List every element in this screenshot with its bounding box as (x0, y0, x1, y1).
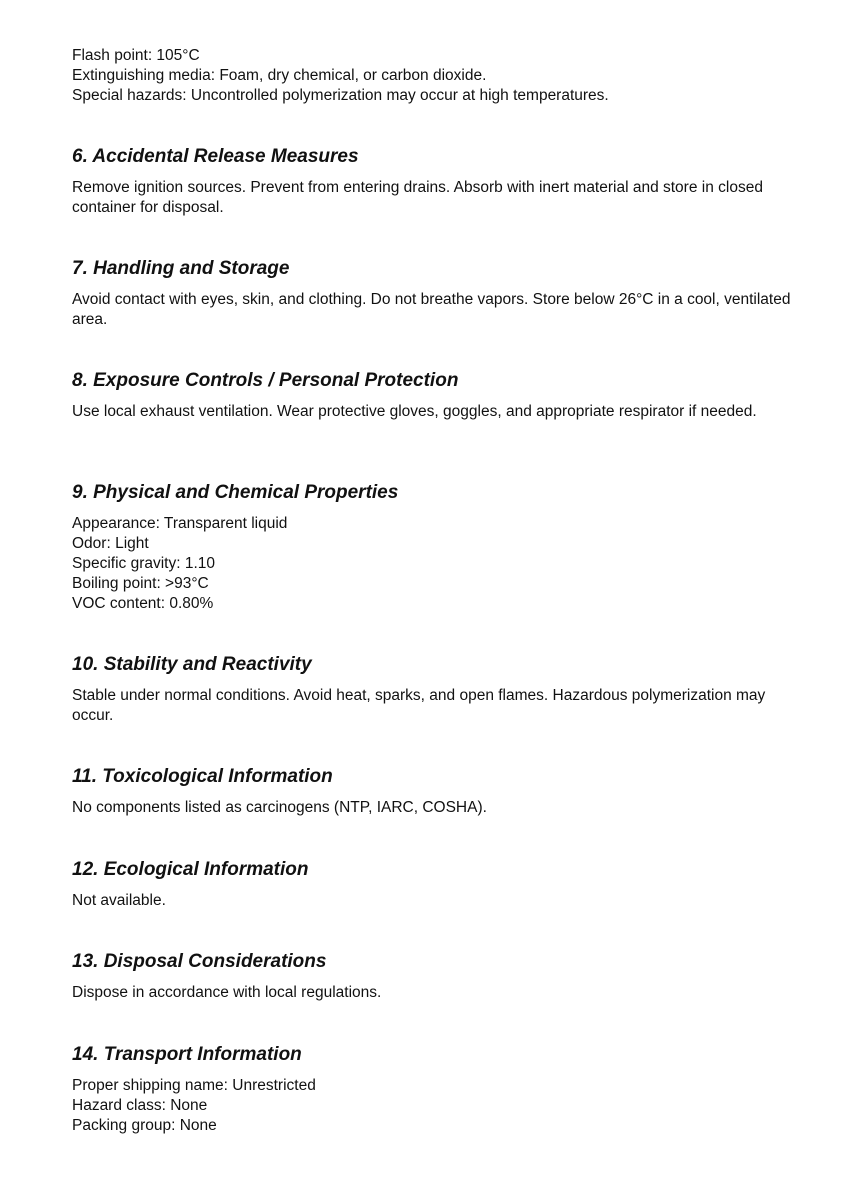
section-physical-properties (72, 482, 802, 614)
section-exposure-controls (72, 370, 802, 422)
section-heading: 9. Physical and Chemical Properties (72, 482, 399, 503)
section-text: Dispose in accordance with local regulations. (72, 984, 382, 1001)
section-heading: 14. Transport Information (72, 1044, 302, 1065)
section-heading: 7. Handling and Storage (72, 258, 290, 279)
section-text: Remove ignition sources. Prevent from entering drains. Absorb with inert material and store in closed container for disposal. (72, 179, 763, 216)
flash-point-line: Flash point: 105°C (72, 47, 200, 64)
section-heading: 10. Stability and Reactivity (72, 654, 312, 675)
section-transport (72, 1044, 802, 1136)
section-stability-reactivity (72, 654, 802, 726)
section-disposal (72, 951, 802, 1003)
extinguishing-media-line: Extinguishing media: Foam, dry chemical, or carbon dioxide. (72, 67, 487, 84)
transport-shipping-name: Proper shipping name: Unrestricted (72, 1077, 316, 1094)
property-boiling-point: Boiling point: >93°C (72, 575, 209, 592)
section-heading: 8. Exposure Controls / Personal Protection (72, 370, 459, 391)
fire-fighting-details (72, 46, 812, 106)
section-heading: 12. Ecological Information (72, 859, 309, 880)
property-appearance: Appearance: Transparent liquid (72, 515, 288, 532)
section-heading: 6. Accidental Release Measures (72, 146, 359, 167)
section-accidental-release (72, 146, 802, 218)
property-specific-gravity: Specific gravity: 1.10 (72, 555, 216, 572)
transport-hazard-class: Hazard class: None (72, 1097, 208, 1114)
section-text: No components listed as carcinogens (NTP, IARC, COSHA). (72, 799, 487, 816)
section-text: Avoid contact with eyes, skin, and clothing. Do not breathe vapors. Store below 26°C in a cool, ventilated area. (72, 291, 791, 328)
section-text: Not available. (72, 892, 166, 909)
section-heading: 11. Toxicological Information (72, 766, 333, 787)
property-voc-content: VOC content: 0.80% (72, 595, 214, 612)
transport-packing-group: Packing group: None (72, 1117, 217, 1134)
section-handling-storage (72, 258, 802, 330)
section-ecological (72, 859, 802, 911)
property-odor: Odor: Light (72, 535, 149, 552)
section-toxicological (72, 766, 802, 818)
section-text: Stable under normal conditions. Avoid heat, sparks, and open flames. Hazardous polymerization may occur. (72, 687, 766, 724)
section-heading: 13. Disposal Considerations (72, 951, 327, 972)
section-text: Use local exhaust ventilation. Wear protective gloves, goggles, and appropriate respirator if needed. (72, 403, 757, 420)
special-hazards-line: Special hazards: Uncontrolled polymerization may occur at high temperatures. (72, 87, 609, 104)
